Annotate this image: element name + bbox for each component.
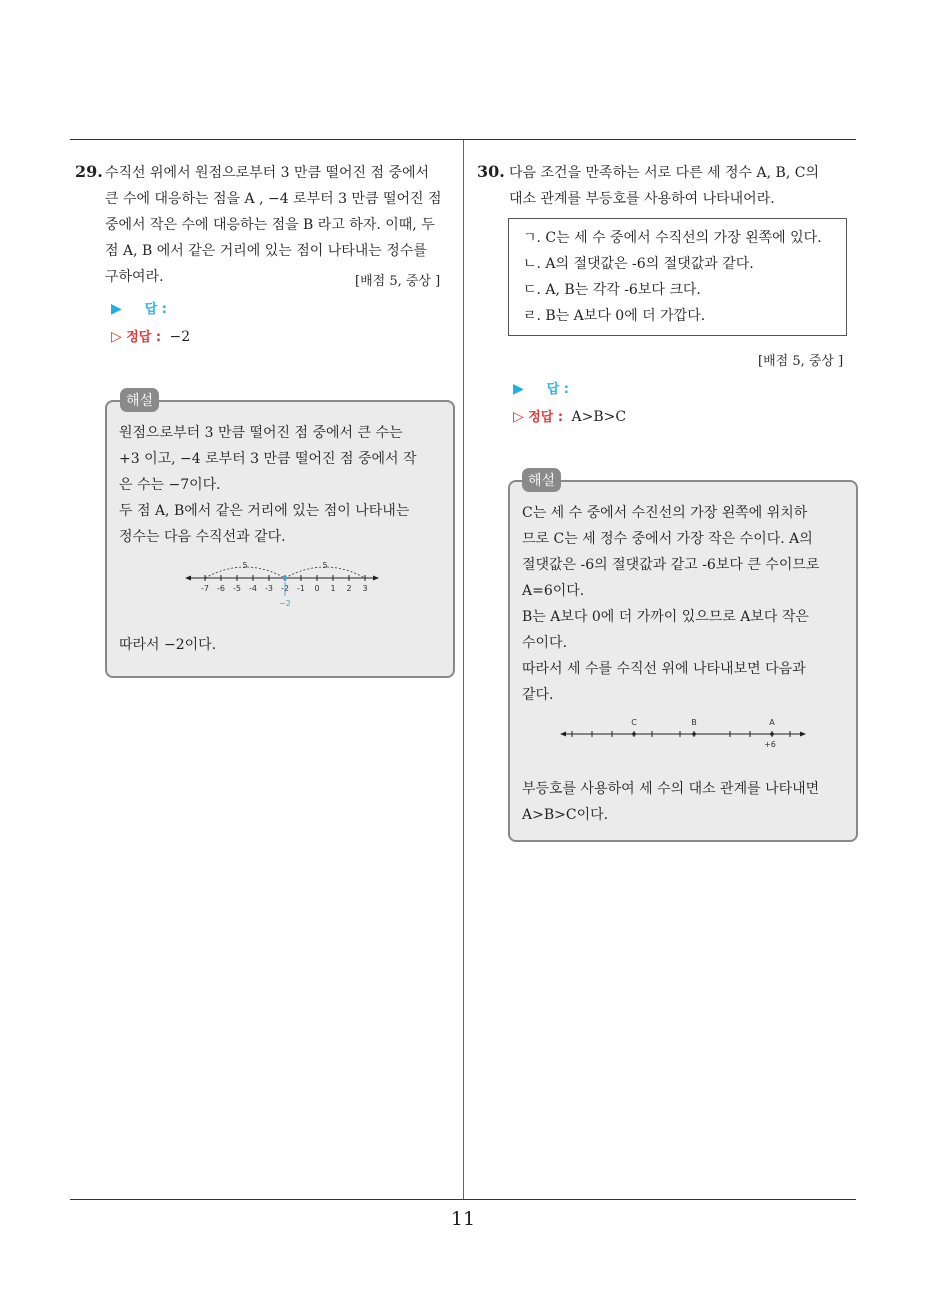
- solution-line: 은 수는 −7이다.: [119, 477, 221, 493]
- answer-label: 답 :: [144, 302, 167, 317]
- solution-line: 같다.: [522, 687, 554, 703]
- page-number: 11: [450, 1208, 476, 1230]
- arrow-right-icon: [800, 732, 806, 737]
- solution-tag: 해설: [522, 468, 561, 492]
- question-line: 다음 조건을 만족하는 서로 다른 세 정수 A, B, C의: [509, 165, 819, 181]
- solution-line: 정수는 다음 수직선과 같다.: [119, 529, 286, 545]
- solution-line: 원점으로부터 3 만큼 떨어진 점 중에서 큰 수는: [119, 425, 403, 441]
- condition-item: ㄹ. B는 A보다 0에 더 가깝다.: [523, 308, 706, 324]
- question-number: 29.: [75, 162, 103, 181]
- play-icon: ▶: [513, 381, 524, 397]
- tick-label: 3: [362, 584, 368, 593]
- point-a: [770, 732, 774, 736]
- question-30: [477, 160, 859, 850]
- column-divider: [463, 140, 464, 1200]
- tick-label: -7: [201, 584, 209, 593]
- arrow-left-icon: [185, 576, 191, 581]
- marked-point: [283, 576, 287, 580]
- answer-label: 답 :: [546, 382, 569, 397]
- solution-text: [522, 500, 848, 708]
- question-number: 30.: [477, 162, 505, 181]
- bottom-rule: [70, 1199, 856, 1200]
- question-text: [509, 160, 857, 212]
- number-line-figure: [558, 714, 810, 754]
- point-label: C: [631, 718, 637, 727]
- play-icon: ▶: [111, 301, 122, 317]
- solution-line: A=6이다.: [522, 583, 585, 599]
- correct-answer-row: [513, 406, 626, 425]
- question-29: [75, 160, 455, 690]
- outline-triangle-icon: ▷: [513, 409, 524, 425]
- tick-label: 1: [330, 584, 336, 593]
- question-line: 구하여라.: [105, 269, 164, 285]
- solution-line: 두 점 A, B에서 같은 거리에 있는 점이 나타내는: [119, 503, 410, 519]
- solution-box: [105, 400, 455, 678]
- correct-label: 정답 :: [528, 410, 564, 425]
- solution-line: B는 A보다 0에 더 가까이 있으므로 A보다 작은: [522, 609, 809, 625]
- correct-answer-row: [111, 326, 190, 345]
- arrow-left-icon: [560, 732, 566, 737]
- solution-line: +3 이고, −4 로부터 3 만큼 떨어진 점 중에서 작: [119, 451, 417, 467]
- solution-line: C는 세 수 중에서 수진선의 가장 왼쪽에 위치하: [522, 505, 808, 521]
- tick-label: -1: [297, 584, 305, 593]
- solution-line: 따라서 −2이다.: [119, 637, 217, 653]
- question-line: 큰 수에 대응하는 점을 A , −4 로부터 3 만큼 떨어진 점: [105, 191, 442, 207]
- condition-item: ㄴ. A의 절댓값은 -6의 절댓값과 같다.: [523, 256, 754, 272]
- solution-conclusion: [522, 776, 819, 828]
- point-label: B: [691, 718, 697, 727]
- condition-item: ㄷ. A, B는 각각 -6보다 크다.: [523, 282, 701, 298]
- tick-label: 2: [346, 584, 352, 593]
- point-label: A: [769, 718, 775, 727]
- number-line-figure: [183, 560, 383, 610]
- tick-label: -3: [265, 584, 273, 593]
- tick-label: -6: [217, 584, 225, 593]
- arc-label: 5: [322, 561, 328, 570]
- tick-label: -4: [249, 584, 257, 593]
- correct-value: A>B>C: [571, 409, 627, 425]
- conditions-box: [508, 218, 847, 336]
- solution-line: 따라서 세 수를 수직선 위에 나타내보면 다음과: [522, 661, 806, 677]
- solution-tag: 해설: [120, 388, 159, 412]
- solution-line: 므로 C는 세 정수 중에서 가장 작은 수이다. A의: [522, 531, 813, 547]
- solution-text: [119, 420, 445, 550]
- arrow-right-icon: [373, 576, 379, 581]
- score-label: [배점 5, 중상 ]: [355, 274, 441, 289]
- point-c: [632, 732, 636, 736]
- tick-label: 0: [314, 584, 320, 593]
- solution-line: 수이다.: [522, 635, 568, 651]
- question-line: 대소 관계를 부등호를 사용하여 나타내어라.: [509, 191, 775, 207]
- point-value-label: +6: [764, 740, 776, 749]
- arc-label: 5: [242, 561, 248, 570]
- point-b: [692, 732, 696, 736]
- tick-label: -5: [233, 584, 241, 593]
- answer-row: [111, 298, 167, 317]
- tick-label: -2: [281, 584, 289, 593]
- answer-row: [513, 378, 569, 397]
- solution-conclusion: [119, 632, 216, 658]
- solution-line: A>B>C이다.: [522, 807, 609, 823]
- solution-line: 부등호를 사용하여 세 수의 대소 관계를 나타내면: [522, 781, 820, 797]
- score-label: [배점 5, 중상 ]: [758, 354, 844, 369]
- outline-triangle-icon: ▷: [111, 329, 122, 345]
- question-line: 수직선 위에서 원점으로부터 3 만큼 떨어진 점 중에서: [105, 165, 430, 181]
- marked-label: −2: [279, 599, 291, 608]
- question-line: 중에서 작은 수에 대응하는 점을 B 라고 하자. 이때, 두: [105, 217, 435, 233]
- correct-value: −2: [169, 329, 191, 345]
- condition-item: ㄱ. C는 세 수 중에서 수직선의 가장 왼쪽에 있다.: [523, 230, 822, 246]
- correct-label: 정답 :: [126, 330, 162, 345]
- question-line: 점 A, B 에서 같은 거리에 있는 점이 나타내는 정수를: [105, 243, 427, 259]
- solution-line: 절댓값은 -6의 절댓값과 같고 -6보다 큰 수이므로: [522, 557, 820, 573]
- solution-box: [508, 480, 858, 842]
